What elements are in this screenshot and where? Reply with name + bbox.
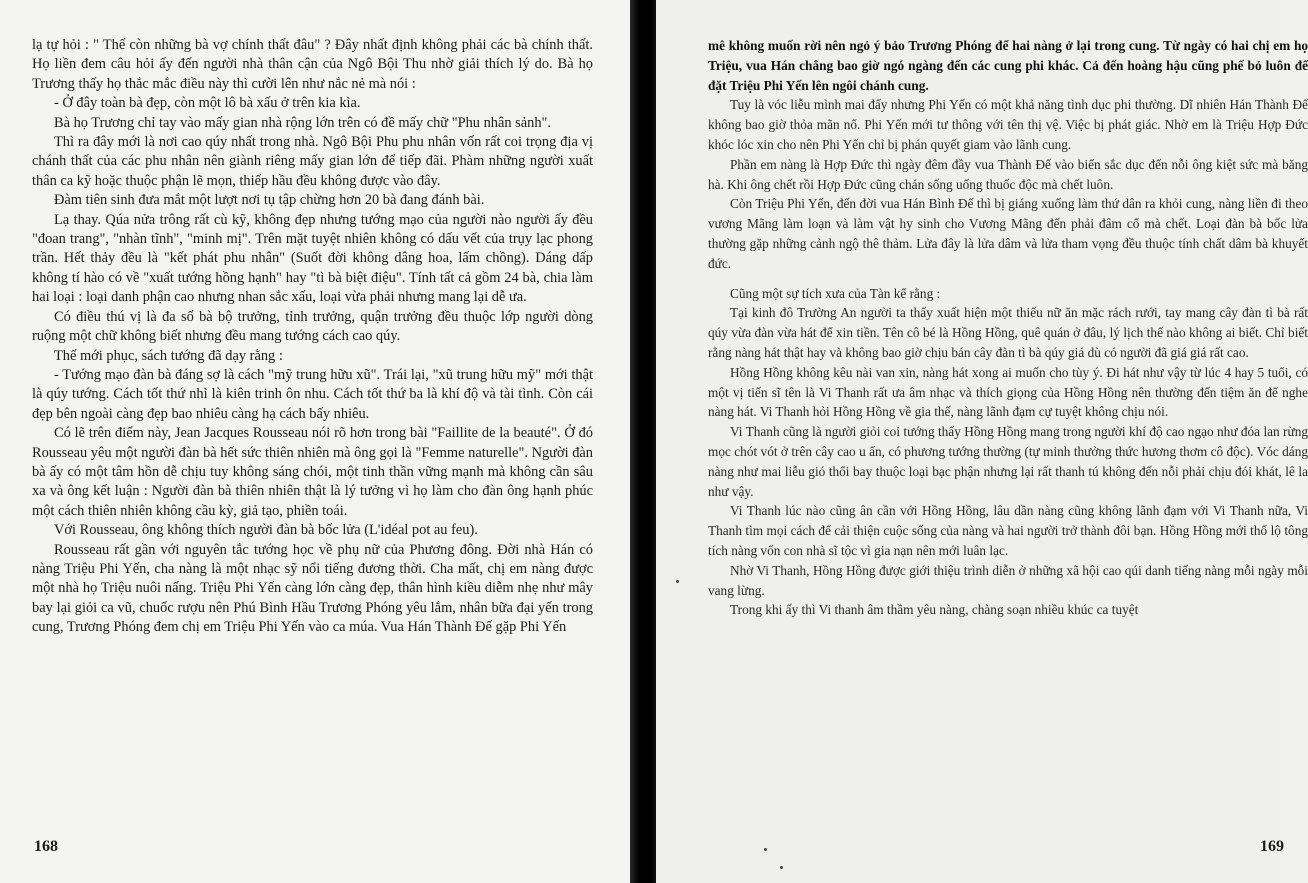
- right-paragraph-4: Còn Triệu Phi Yến, đến đời vua Hán Bình Đế thì bị giáng xuống làm thứ dân ra khỏi cung, nàng liền đi theo vương Mãng làm loạn và làm vật hy sinh cho Vương Mãng đến phải đâm cổ mà chết. Loại đàn bà bốc lửa thường gặp những cảnh ngộ thê thảm. Lửa đây là lửa dâm và lửa tham vọng đều thuộc tính chất dâm bà khuyết đức.: [708, 196, 1308, 271]
- left-paragraph-10: Có lẽ trên điểm này, Jean Jacques Rousseau nói rõ hơn trong bài "Faillite de la beauté". Ở đó Rousseau yêu một người đàn bà hết sức thiên nhiên mà ông gọi là "Femme naturelle". Người đàn bà ấy có một tâm hồn dễ chịu tuy không sáng chói, một tinh thần vững mạnh mà không cần sâu xa và ông kết luận : Người đàn bà thiên nhiên thật là lý tưởng vì họ làm cho đàn ông hạnh phúc một cách thiên nhiên không cầu kỳ, giả tạo, phiền toái.: [32, 425, 593, 519]
- right-paragraph-5: Cũng một sự tích xưa của Tàn kể rằng :: [730, 285, 941, 301]
- left-page-number: 168: [34, 838, 58, 855]
- left-page-text: [32, 36, 593, 638]
- right-paragraph-1: mê không muốn rời nên ngỏ ý bảo Trương Phóng để hai nàng ở lại trong cung. Từ ngày có hai chị em họ Triệu, vua Hán chẳng bao giờ ngó ngàng đến các cung phi khác. Cả đến hoàng hậu cũng phế bỏ luôn để đặt Triệu Phi Yến lên ngôi chánh cung.: [708, 38, 1308, 93]
- left-paragraph-1: lạ tự hỏi : " Thế còn những bà vợ chính thất đâu" ? Đây nhất định không phải các bà chính thất. Họ liền đem câu hỏi ấy đến người nhà thân cận của Ngô Bội Thu nhờ giải thích lý do. Bà họ Trương thấy họ thắc mắc điều này thì cười lên như nắc nẻ mà nói :: [32, 37, 593, 92]
- left-paragraph-8: Thế mới phục, sách tướng đã dạy rằng :: [54, 347, 283, 364]
- right-paragraph-6: Tại kinh đô Trường An người ta thấy xuất hiện một thiếu nữ ăn mặc rách rưới, tay mang cây đàn tì bà rất qúy vừa đàn vừa hát để xin tiền. Tên cô bé là Hồng Hồng, quê quán ở đâu, lý lịch thế nào không ai biết. Chỉ biết rằng nàng hát thật hay và không bao giờ chịu bán cây đàn tì bà qúy giá dù có người đã giá giá rất cao.: [708, 305, 1308, 360]
- paragraph-gap: [708, 274, 1308, 284]
- left-paragraph-7: Có điều thú vị là đa số bà bộ trưởng, tỉnh trưởng, quận trưởng đều thuộc lớp người dòng ruộng một chữ không biết nhưng đều mang tướng cách cao qúy.: [32, 308, 593, 345]
- right-paragraph-9: Vi Thanh lúc nào cũng ân cần với Hồng Hồng, lâu dần nàng cũng không lãnh đạm với Vi Thanh nữa, Vi Thanh tìm mọi cách để cải thiện cuộc sống của nàng và hai người trở thành đôi bạn. Hồng Hồng mới thổ lộ tông tích nàng vốn con nhà sĩ tộc vì gia nạn nên mới luân lạc.: [708, 503, 1308, 558]
- left-paragraph-12: Rousseau rất gần với nguyên tắc tướng học về phụ nữ của Phương đông. Đời nhà Hán có nàng Triệu Phi Yến, cha nàng là một nhạc sỹ nổi tiếng đương thời. Cha mất, chị em nàng được một nhà họ Triệu nuôi nấng. Triệu Phi Yến càng lớn càng đẹp, thân hình kiều diễm nhẹ như mây bay lại giỏi ca vũ, chuốc rượu nên Phú Bình Hầu Trương Phóng yêu lắm, nhân bữa đại yến trong cung, Trương Phóng đem chị em Triệu Phi Yến vào ca múa. Vua Hán Thành Đế gặp Phi Yến: [32, 541, 593, 636]
- right-paragraph-7: Hồng Hồng không kêu nài van xin, nàng hát xong ai muốn cho tùy ý. Đi hát như vậy từ lúc 4 hay 5 tuổi, có một vị tiến sĩ tên là Vi Thanh rất ưa âm nhạc và thích giọng của Hồng Hồng nên thường đến tiệm ăn để nghe nàng hát. Vi Thanh hỏi Hồng Hồng về gia thế, nàng lãnh đạm cự tuyệt không chịu nói.: [708, 364, 1308, 420]
- right-page-number: 169: [1260, 838, 1284, 855]
- scan-speck: [780, 866, 783, 869]
- left-paragraph-11: Với Rousseau, ông không thích người đàn bà bốc lửa (L'idéal pot au feu).: [54, 522, 478, 539]
- left-paragraph-5: Đàm tiên sinh đưa mắt một lượt nơi tụ tập chừng hơn 20 bà đang đánh bài.: [54, 192, 485, 209]
- left-paragraph-4: Thì ra đây mới là nơi cao qúy nhất trong nhà. Ngô Bội Phu phu nhân vốn rất coi trọng địa vị chánh thất của các phu nhân nên giành riêng mấy gian lớn để tiếp đãi. Phàm những người xuất thân ca kỹ hoặc thuộc phận lẽ mọn, thiếp hầu đều không được vào đây.: [32, 134, 593, 189]
- left-page: [0, 0, 634, 883]
- left-paragraph-3: Bà họ Trương chỉ tay vào mấy gian nhà rộng lớn trên có đề mấy chữ "Phu nhân sảnh".: [54, 114, 551, 131]
- left-paragraph-2: - Ở đây toàn bà đẹp, còn một lô bà xấu ở trên kia kìa.: [54, 95, 361, 112]
- right-paragraph-8: Vi Thanh cũng là người giỏi coi tướng thấy Hồng Hồng mang trong người khí độ cao ngạo như đóa lan rừng mọc chót vót ở trên cây cao u ẩn, có phương tướng thường (tự minh thưởng thức hương thơm cô độc). Vóc dáng nàng như mai liễu gió thổi bay thuộc loại bạc phận nhưng lại rất thanh tú không đến nỗi phải chịu đói khát, lê la như vậy.: [708, 424, 1308, 499]
- right-paragraph-3: Phần em nàng là Hợp Đức thì ngày đêm đầy vua Thành Đế vào biển sắc dục đến nỗi ông kiệt sức mà băng hà. Khi ông chết rồi Hợp Đức cũng chán sống uống thuốc độc mà chết luôn.: [708, 156, 1308, 192]
- left-paragraph-6: Lạ thay. Qúa nửa trông rất cù kỹ, không đẹp nhưng tướng mạo của người nào người ấy đều "đoan trang", "nhàn tĩnh", "minh mị". Trên mặt tuyệt nhiên không có dấu vết của trụy lạc phong trần. Hết thảy đều là "kết phát phu nhân" (Suốt đời không dâng hoa, lấm chồng). Dáng dấp không tí hào có về "xuất tướng hồng hạnh" hay "tì bà biệt điệu". Tính tất cả gồm 24 bà, chia làm hai loại : loại danh phận cao nhưng nhan sắc xấu, loại vừa phải nhưng mang lại dễ ưa.: [32, 211, 593, 306]
- scan-speck: [764, 848, 767, 851]
- scan-speck: [676, 580, 679, 583]
- right-page: [656, 0, 1308, 883]
- right-page-text: [708, 36, 1308, 620]
- right-paragraph-10: Nhờ Vi Thanh, Hồng Hồng được giới thiệu trình diễn ở những xã hội cao qúi danh tiếng nàng mỗi ngày mỗi vang lừng.: [708, 562, 1308, 598]
- right-paragraph-11: Trong khi ấy thì Vi thanh âm thầm yêu nàng, chàng soạn nhiều khúc ca tuyệt: [730, 602, 1139, 618]
- left-paragraph-9: - Tướng mạo đàn bà đáng sợ là cách "mỹ trung hữu xũ". Trái lại, "xũ trung hữu mỹ" mới thật là qúy tướng. Cách tốt thứ nhì là kiên trinh ôn nhu. Cách tốt thứ ba là khí độ và tài tình. Còn cái đẹp bên ngoài càng đẹp bao nhiêu càng hạ cách bấy nhiêu.: [32, 366, 593, 422]
- right-paragraph-2: Tuy là vóc liễu mình mai đấy nhưng Phi Yến có một khả năng tình dục phi thường. Dĩ nhiên Hán Thành Đế không bao giờ thỏa mãn nổ. Phi Yến mới tư thông với tên thị vệ. Việc bị phát giác. Nhờ em là Triệu Hợp Đức khóc lóc xin cho nên Phi Yến chỉ bị phán quyết giam vào lãnh cung.: [708, 97, 1308, 152]
